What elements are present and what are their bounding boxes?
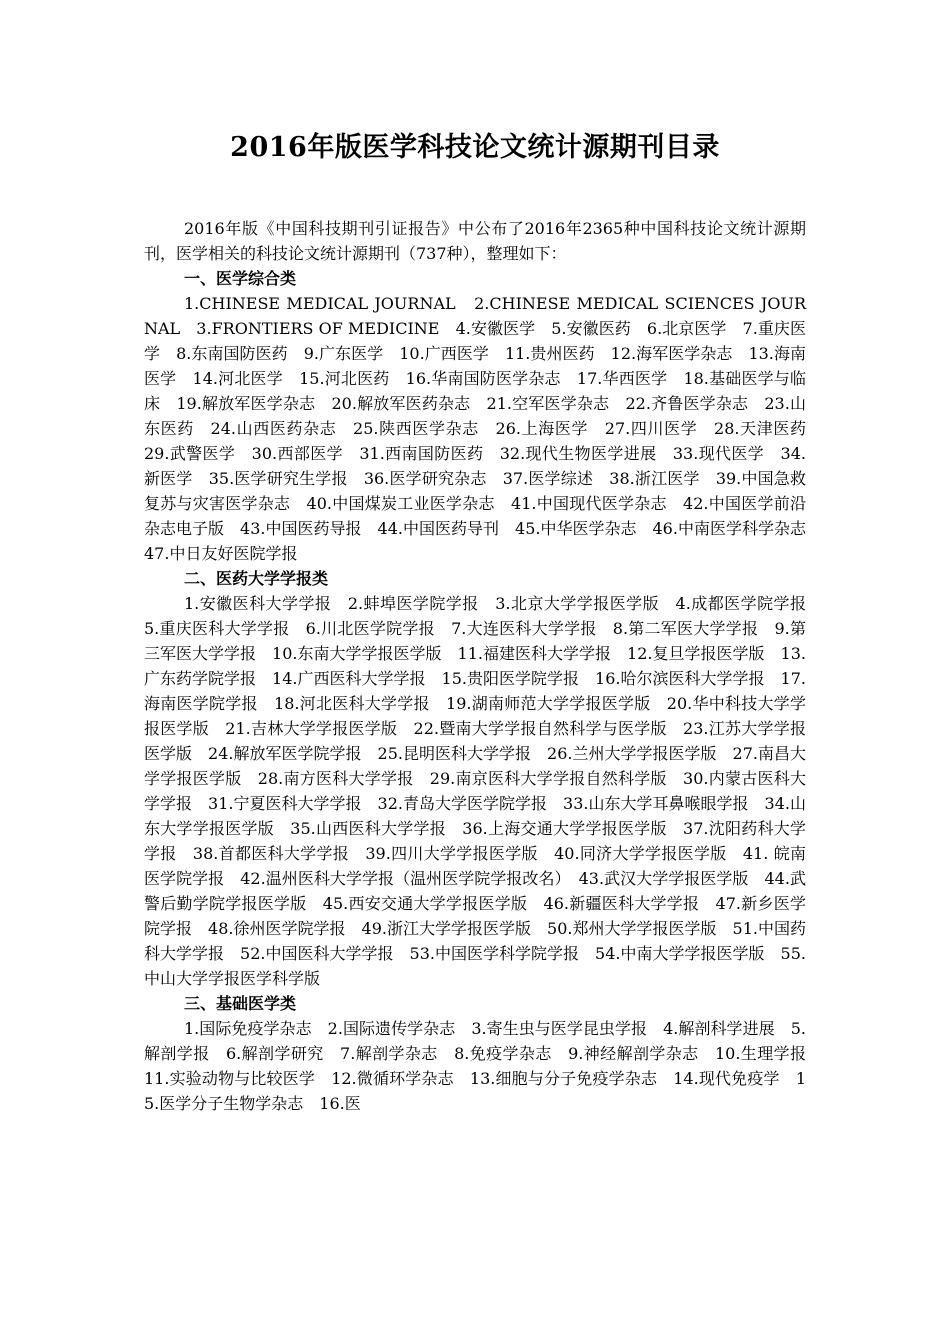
- section-basic-medicine: [144, 991, 823, 1116]
- document-title: 2016年版医学科技论文统计源期刊目录: [230, 132, 720, 163]
- section-heading: 一、医学综合类: [184, 269, 297, 288]
- journal-list: 1.国际免疫学杂志 2.国际遗传学杂志 3.寄生虫与医学昆虫学报 4.解剖科学进展 5.解剖学报 6.解剖学研究 7.解剖学杂志 8.免疫学杂志 9.神经解剖学杂志 10.生理学报 11.实验动物与比较医学 12.微循环学杂志 13.细胞与分子免疫学杂志 14.现代免疫学 15.医学分子生物学杂志 16.医: [144, 1019, 823, 1113]
- journal-list: 1.安徽医科大学学报 2.蚌埠医学院学报 3.北京大学学报医学版 4.成都医学院学报 5.重庆医科大学学报 6.川北医学院学报 7.大连医科大学学报 8.第二军医大学学报 9.第三军医大学学报 10.东南大学学报医学版 11.福建医科大学学报 12.复旦学报医学版 13.广东药学院学报 14.广西医科大学学报 15.贵阳医学院学报 16.哈尔滨医科大学学报 17.海南医学院学报 18.河北医科大学学报 19.湖南师范大学学报医学版 20.华中科技大学学报医学版 21.吉林大学学报医学版 22.暨南大学学报自然科学与医学版 23.江苏大学学报医学版 24.解放军医学院学报 25.昆明医科大学学报 26.兰州大学学报医学版 27.南昌大学学报医学版 28.南方医科大学学报 29.南京医科大学学报自然科学版 30.内蒙古医科大学学报 31.宁夏医科大学学报 32.青岛大学医学院学报 33.山东大学耳鼻喉眼学报 34.山东大学学报医学版 35.山西医科大学学报 36.上海交通大学学报医学版 37.沈阳药科大学学报 38.首都医科大学学报 39.四川大学学报医学版 40.同济大学学报医学版 41. 皖南医学院学报 42.温州医科大学学报（温州医学院学报改名） 43.武汉大学学报医学版 44.武警后勤学院学报医学版 45.西安交通大学学报医学版 46.新疆医科大学学报 47.新乡医学院学报 48.徐州医学院学报 49.浙江大学学报医学版 50.郑州大学学报医学版 51.中国药科大学学报 52.中国医科大学学报 53.中国医学科学院学报 54.中南大学学报医学版 55.中山大学学报医学科学版: [144, 594, 823, 988]
- section-heading: 二、医药大学学报类: [184, 569, 329, 588]
- document-page: [144, 0, 823, 1116]
- section-university-journals: [144, 566, 823, 991]
- journal-list: 1.CHINESE MEDICAL JOURNAL 2.CHINESE MEDICAL SCIENCES JOURNAL 3.FRONTIERS OF MEDICINE 4.安徽医学 5.安徽医药 6.北京医学 7.重庆医学 8.东南国防医药 9.广东医学 10.广西医学 11.贵州医药 12.海军医学杂志 13.海南医学 14.河北医学 15.河北医药 16.华南国防医学杂志 17.华西医学 18.基础医学与临床 19.解放军医学杂志 20.解放军医药杂志 21.空军医学杂志 22.齐鲁医学杂志 23.山东医药 24.山西医药杂志 25.陕西医学杂志 26.上海医学 27.四川医学 28.天津医药 29.武警医学 30.西部医学 31.西南国防医药 32.现代生物医学进展 33.现代医学 34.新医学 35.医学研究生学报 36.医学研究杂志 37.医学综述 38.浙江医学 39.中国急救复苏与灾害医学杂志 40.中国煤炭工业医学杂志 41.中国现代医学杂志 42.中国医学前沿杂志电子版 43.中国医药导报 44.中国医药导刊 45.中华医学杂志 46.中南医学科学杂志 47.中日友好医院学报: [144, 294, 823, 563]
- intro-paragraph: 2016年版《中国科技期刊引证报告》中公布了2016年2365种中国科技论文统计源期刊，医学相关的科技论文统计源期刊（737种），整理如下：: [144, 219, 806, 263]
- section-general-medicine: [144, 266, 823, 566]
- section-heading: 三、基础医学类: [184, 994, 297, 1013]
